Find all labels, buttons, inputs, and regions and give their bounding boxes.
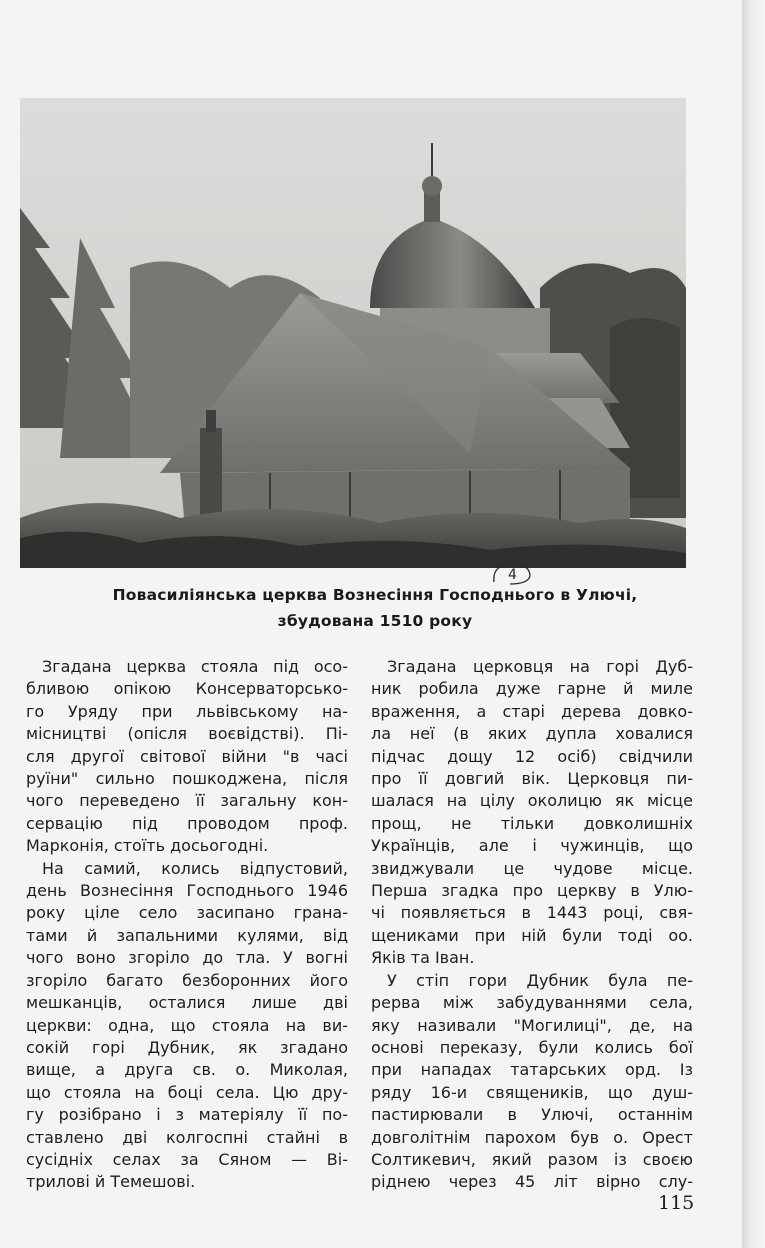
right-column bbox=[371, 656, 693, 1194]
text-line: руїни" сильно пошкоджена, після bbox=[26, 769, 348, 789]
text-line: рерва між забудуваннями села, bbox=[371, 993, 693, 1013]
text-line: року ціле село засипано грана- bbox=[26, 903, 348, 923]
text-line: підчас дощу 12 осіб) свідчили bbox=[371, 746, 693, 766]
text-line: трилові й Темешові. bbox=[26, 1172, 196, 1192]
text-line: щениками при ній були тоді оо. bbox=[371, 925, 693, 945]
photo-caption bbox=[40, 582, 710, 634]
church-photo-illustration bbox=[20, 98, 686, 568]
text-line: про її довгий вік. Церковця пи- bbox=[371, 769, 693, 789]
text-line: мешканців, осталися лише дві bbox=[26, 993, 348, 1013]
text-line: враження, а старі дерева довко- bbox=[371, 701, 693, 721]
text-line: тами й запальними кулями, від bbox=[26, 925, 348, 945]
caption-line-2: збудована 1510 року bbox=[277, 612, 473, 630]
text-line: Перша згадка про церкву в Улю- bbox=[371, 881, 693, 901]
text-line: чі появляється в 1443 році, свя- bbox=[371, 903, 693, 923]
text-line: звиджували це чудове місце. bbox=[371, 858, 693, 878]
text-line: гу розібрано і з матеріялу її по- bbox=[26, 1105, 348, 1125]
left-column bbox=[26, 656, 348, 1194]
text-line: ник робила дуже гарне й миле bbox=[371, 679, 693, 699]
text-line: місництві (опісля воєвідстві). Пі- bbox=[26, 724, 348, 744]
text-line: сусідніх селах за Сяном — Ві- bbox=[26, 1149, 348, 1169]
text-line: Солтикевич, який разом із своєю bbox=[371, 1149, 693, 1169]
text-line: ставлено дві колгоспні стайні в bbox=[26, 1127, 348, 1147]
text-line: при нападах татарських орд. Із bbox=[371, 1060, 693, 1080]
text-line: чого переведено її загальну кон- bbox=[26, 791, 348, 811]
text-line: Українців, але і чужинців, що bbox=[371, 836, 693, 856]
text-line: У стіп гори Дубник була пе- bbox=[387, 970, 693, 990]
text-line: вище, а друга св. о. Миколая, bbox=[26, 1060, 348, 1080]
caption-line-1: Повасиліянська церква Вознесіння Господнього в Улючі, bbox=[112, 586, 638, 604]
text-line: пастирювали в Улючі, останнім bbox=[371, 1105, 693, 1125]
text-line: яку називали "Могилиці", де, на bbox=[371, 1015, 693, 1035]
text-line: ряду 16-и священиків, що душ- bbox=[371, 1082, 693, 1102]
text-line: сокій горі Дубник, як згадано bbox=[26, 1037, 348, 1057]
text-line: шалася на цілу околицю як місце bbox=[371, 791, 693, 811]
page-number: 115 bbox=[658, 1192, 695, 1214]
text-line: Марконія, стоїть досьогодні. bbox=[26, 836, 269, 856]
text-line: день Вознесіння Господнього 1946 bbox=[26, 881, 348, 901]
text-line: згоріло багато безборонних його bbox=[26, 970, 348, 990]
text-line: ріднею через 45 літ вірно слу- bbox=[371, 1172, 693, 1192]
church-photo bbox=[20, 98, 686, 568]
text-line: Згадана церква стояла під осо- bbox=[42, 657, 348, 676]
text-line: що стояла на боці села. Цю дру- bbox=[26, 1082, 348, 1102]
text-line: церкви: одна, що стояла на ви- bbox=[26, 1015, 348, 1035]
text-line: чого воно згоріло до тла. У вогні bbox=[26, 948, 348, 968]
text-line: сервацію під проводом проф. bbox=[26, 813, 348, 833]
text-line: прощ, не тільки довколишніх bbox=[371, 813, 693, 833]
text-line: сля другої світової війни "в часі bbox=[26, 746, 348, 766]
text-line: довголітнім парохом був о. Орест bbox=[371, 1127, 693, 1147]
text-line: го Уряду при львівському на- bbox=[26, 701, 348, 721]
pencil-number: 4 bbox=[508, 567, 517, 583]
text-line: основі переказу, були колись бої bbox=[371, 1037, 693, 1057]
text-line: На самий, колись відпустовий, bbox=[42, 858, 348, 878]
text-line: Яків та Іван. bbox=[371, 948, 475, 968]
text-line: Згадана церковця на горі Дуб- bbox=[387, 657, 693, 676]
page-edge-shadow bbox=[742, 0, 765, 1248]
text-line: ла неї (в яких дупла ховалися bbox=[371, 724, 693, 744]
text-line: бливою опікою Консерваторсько- bbox=[26, 679, 348, 699]
